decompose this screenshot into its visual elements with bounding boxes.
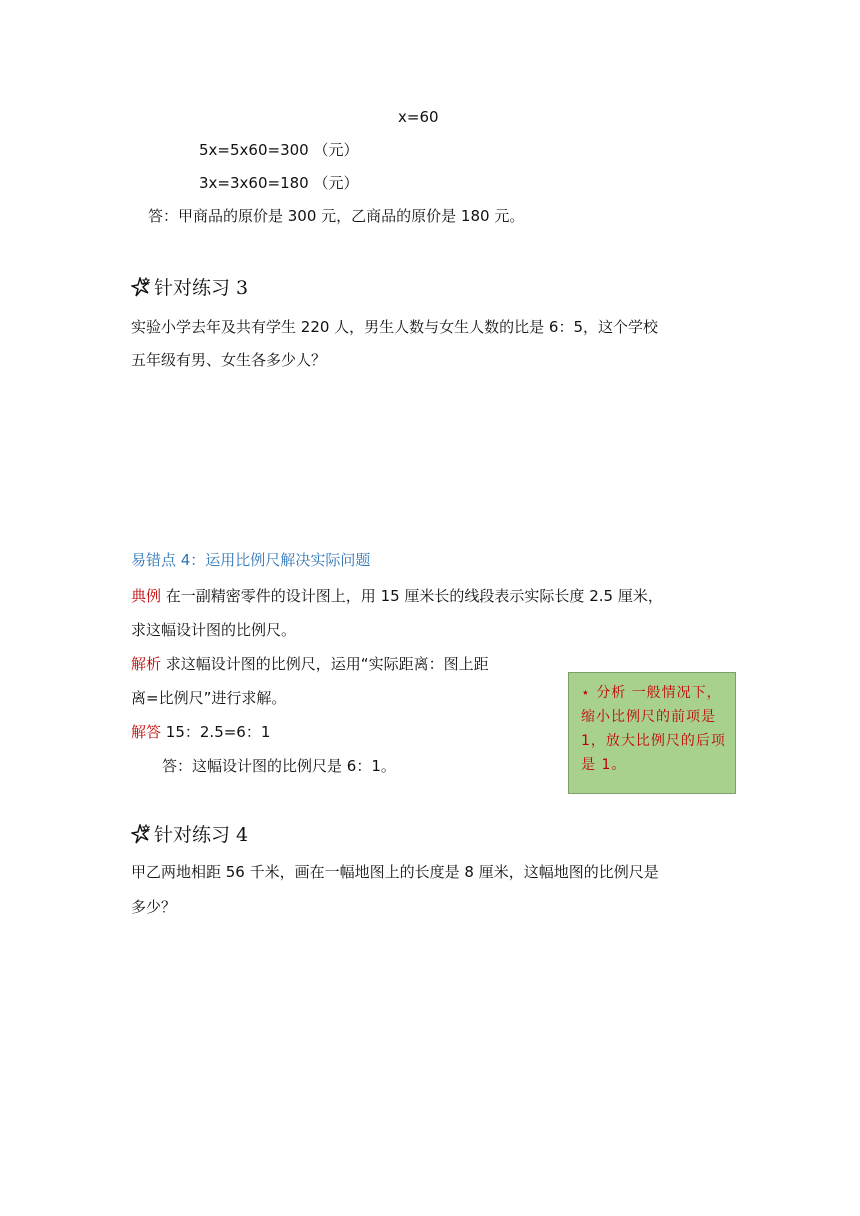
answer-expression: 15：2.5=6：1 [165, 723, 271, 741]
solution-answer: 答：甲商品的原价是 300 元，乙商品的原价是 180 元。 [148, 207, 525, 225]
practice3-title: 针对练习 3 [154, 277, 249, 299]
answer-text: 答：这幅设计图的比例尺是 6：1。 [162, 757, 396, 775]
example-line1 [131, 586, 663, 606]
solution-x-value: x=60 [398, 108, 439, 126]
answer-label: 解答 [131, 723, 162, 741]
example-text-1: 在一副精密零件的设计图上，用 15 厘米长的线段表示实际长度 2.5 厘米， [165, 587, 663, 605]
solution-line-3x: 3x=3x60=180 （元） [199, 174, 359, 192]
solution-line-5x: 5x=5x60=300 （元） [199, 141, 359, 159]
practice4-heading [131, 823, 248, 847]
practice3-question-line2: 五年级有男、女生各多少人？ [131, 351, 327, 369]
analysis-line1 [131, 654, 489, 674]
example-label: 典例 [131, 587, 162, 605]
practice4-title: 针对练习 4 [154, 824, 249, 846]
example-line2: 求这幅设计图的比例尺。 [131, 621, 297, 639]
practice3-heading [131, 276, 248, 300]
analysis-note-box: ⋆ 分析 一般情况下，缩小比例尺的前项是 1，放大比例尺的后项是 1。 [568, 672, 736, 794]
analysis-line2: 离=比例尺”进行求解。 [131, 689, 287, 707]
analysis-text-1: 求这幅设计图的比例尺，运用“实际距离：图上距 [165, 655, 489, 673]
error-point4-title: 易错点 4：运用比例尺解决实际问题 [131, 551, 371, 569]
analysis-label: 解析 [131, 655, 162, 673]
practice4-question-line1: 甲乙两地相距 56 千米，画在一幅地图上的长度是 8 厘米，这幅地图的比例尺是 [131, 863, 659, 881]
practice3-question-line1: 实验小学去年及共有学生 220 人，男生人数与女生人数的比是 6：5，这个学校 [131, 318, 659, 336]
practice4-question-line2: 多少？ [131, 898, 177, 916]
answer-line1 [131, 722, 270, 742]
sparkle-icon [131, 824, 151, 844]
sparkle-icon [131, 277, 151, 297]
